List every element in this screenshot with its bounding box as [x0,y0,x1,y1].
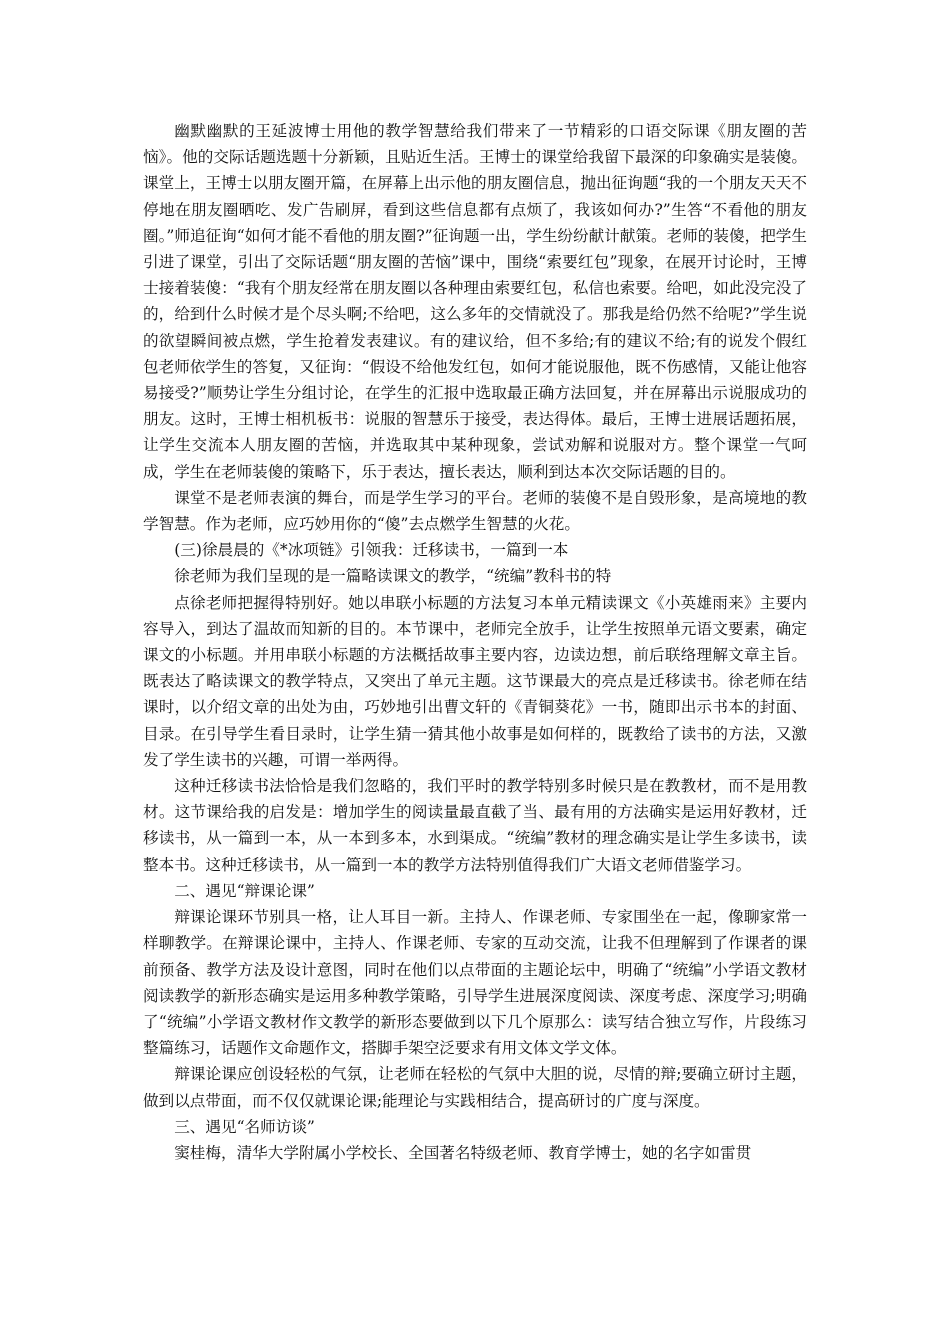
section-heading-interview: 三、遇见“名师访谈” [174,1117,315,1136]
paragraph-wang-yanbo-lesson: 幽默幽默的王延波博士用他的教学智慧给我们带来了一节精彩的口语交际课《朋友圈的苦恼》。他的交际话题选题十分新颖，且贴近生活。王博士的课堂给我留下最深的印象确实是装傻。课堂上，王博士以朋友圈开篇，在屏幕上出示他的朋友圈信息，抛出征询题“我的一个朋友天天不停地在朋友圈晒吃、发广告刷屏，看到这些信息都有点烦了，我该如何办?”生答“不看他的朋友圈。”师追征询“如何才能不看他的朋友圈?”征询题一出，学生纷纷献计献策。老师的装傻，把学生引进了课堂，引出了交际话题“朋友圈的苦恼”课中，围绕“索要红包”现象，在展开讨论时，王博士接着装傻：“我有个朋友经常在朋友圈以各种理由索要红包，私信也索要。给吧，如此没完没了的，给到什么时候才是个尽头啊;不给吧，这么多年的交情就没了。那我是给仍然不给呢?”学生说的欲望瞬间被点燃，学生抢着发表建议。有的建议给，但不多给;有的建议不给;有的说发个假红包老师依学生的答复，又征询：“假设不给他发红包，如何才能说服他，既不伤感情，又能让他容易接受?”顺势让学生分组讨论，在学生的汇报中选取最正确方法回复，并在屏幕出示说服成功的朋友。这时，王博士相机板书：说服的智慧乐于接受，表达得体。最后，王博士进展话题拓展，让学生交流本人朋友圈的苦恼，并选取其中某种现象，尝试劝解和说服对方。整个课堂一气呵成，学生在老师装傻的策略下，乐于表达，擅长表达，顺利到达本次交际话题的目的。 [143,122,807,481]
subheading-xu-chenchen: (三)徐晨晨的《*冰项链》引领我：迁移读书，一篇到一本 [174,541,569,560]
section-heading-debate: 二、遇见“辩课论课” [174,881,315,900]
paragraph-debate-advice: 辩课论课应创设轻松的气氛，让老师在轻松的气氛中大胆的说，尽情的辩;要确立研讨主题，做到以点带面，而不仅仅就课论课;能理论与实践相结合，提高研讨的广度与深度。 [143,1065,807,1110]
paragraph-xu-lesson: 点徐老师把握得特别好。她以串联小标题的方法复习本单元精读课文《小英雄雨来》主要内容导入，到达了温故而知新的目的。本节课中，老师完全放手，让学生按照单元语文要素，确定课文的小标题。并用串联小标题的方法概括故事主要内容，边读边想，前后联络理解文章主旨。既表达了略读课文的教学特点，又突出了单元主题。这节课最大的亮点是迁移读书。徐老师在结课时，以介绍文章的出处为由，巧妙地引出曹文轩的《青铜葵花》一书，随即出示书本的封面、目录。在引导学生看目录时，让学生猜一猜其他小故事是如何样的，既教给了读书的方法，又激发了学生读书的兴趣，可谓一举两得。 [143,593,807,769]
paragraph-debate-session: 辩课论课环节别具一格，让人耳目一新。主持人、作课老师、专家围坐在一起，像聊家常一样聊教学。在辩课论课中，主持人、作课老师、专家的互动交流，让我不但理解到了作课者的课前预备、教学方法及设计意图，同时在他们以点带面的主题论坛中，明确了“统编”小学语文教材阅读教学的新形态确实是运用多种教学策略，引导学生进展深度阅读、深度考虑、深度学习;明确了“统编”小学语文教材作文教学的新形态要做到以下几个原那么：读写结合独立写作，片段练习整篇练习，话题作文命题作文，搭脚手架空泛要求有用文体文学文体。 [143,908,807,1058]
paragraph-dou-guimei: 窦桂梅，清华大学附属小学校长、全国著名特级老师、教育学博士，她的名字如雷贯 [174,1143,752,1162]
paragraph-transfer-reading: 这种迁移读书法恰恰是我们忽略的，我们平时的教学特别多时候只是在教教材，而不是用教材。这节课给我的启发是：增加学生的阅读量最直截了当、最有用的方法确实是运用好教材，迁移读书，从一篇到一本，从一本到多本，水到渠成。“统编”教材的理念确实是让学生多读书，读整本书。这种迁移读书，从一篇到一本的教学方法特别值得我们广大语文老师借鉴学习。 [143,777,807,874]
document-body [143,118,807,1166]
paragraph-xu-intro: 徐老师为我们呈现的是一篇略读课文的教学，“统编”教科书的特 [174,567,612,586]
paragraph-classroom-platform: 课堂不是老师表演的舞台，而是学生学习的平台。老师的装傻不是自毁形象，是高境地的教学智慧。作为老师，应巧妙用你的“傻”去点燃学生智慧的火花。 [143,488,807,534]
